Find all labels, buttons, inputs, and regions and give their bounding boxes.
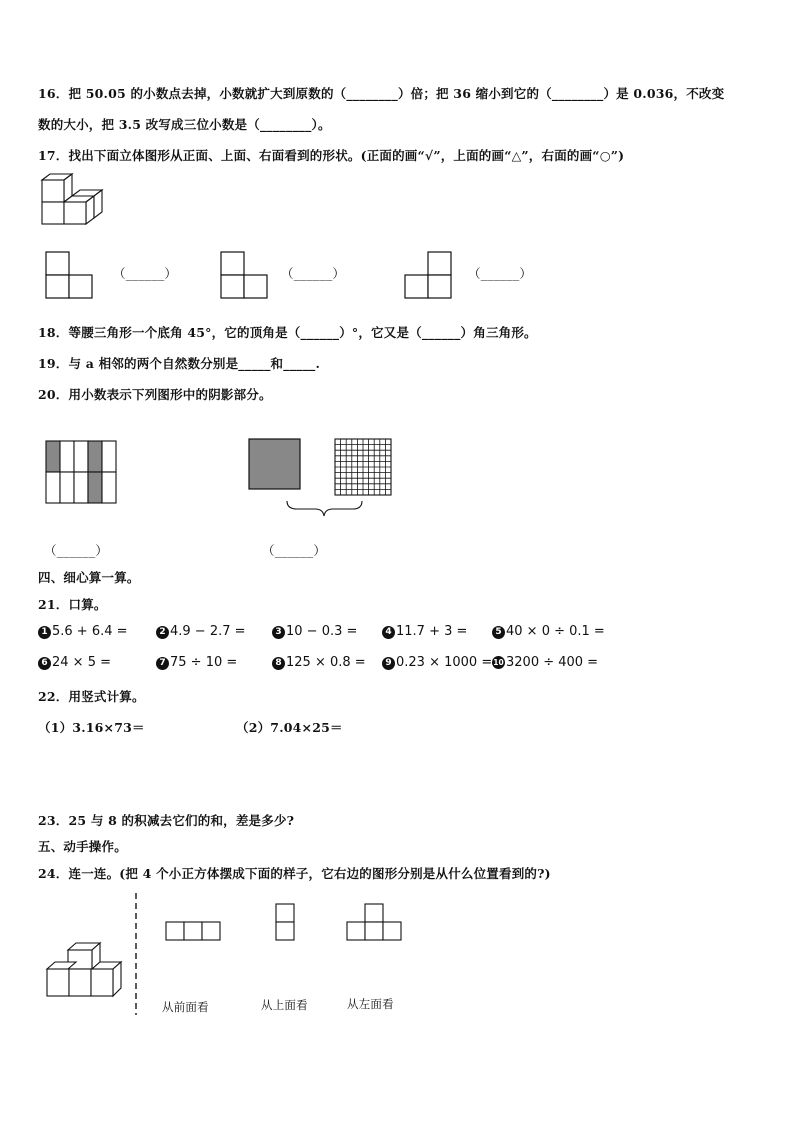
calc-expression: 24 × 5 =: [52, 655, 111, 670]
q18-question: 18．等腰三角形一个底角 45°，它的顶角是（______）°，它又是（______）角三角形。: [38, 325, 537, 340]
q23-question: 23．25 与 8 的积减去它们的和，差是多少?: [38, 813, 295, 828]
calc-expression: 0.23 × 1000 =: [396, 655, 493, 670]
q21-calc-item: [38, 624, 128, 639]
q24-3d-figure: [46, 940, 124, 1000]
q17-3d-figure: [40, 172, 110, 230]
q24-question: 24．连一连。(把 4 个小正方体摆成下面的样子，它右边的图形分别是从什么位置看到的?): [38, 866, 551, 881]
calc-expression: 5.6 + 6.4 =: [52, 624, 128, 639]
q17-blank-3[interactable]: （______）: [468, 266, 533, 281]
q21-calc-item: [382, 624, 467, 639]
q21-calc-item: [156, 624, 246, 639]
q16-line2: 数的大小，把 3.5 改写成三位小数是（________）。: [38, 117, 331, 132]
section-5-title: 五、动手操作。: [38, 839, 127, 854]
item-number-badge: 1: [38, 626, 51, 639]
q17-blank-2[interactable]: （______）: [281, 266, 346, 281]
q24-view-row-of-three: [165, 921, 221, 941]
calc-expression: 75 ÷ 10 =: [170, 655, 238, 670]
q21-calc-item: [492, 624, 605, 639]
section-4-title: 四、细心算一算。: [38, 570, 140, 585]
q22-part-1: （1）3.16×73＝: [38, 720, 145, 735]
calc-expression: 4.9 − 2.7 =: [170, 624, 246, 639]
q19-question: 19．与 a 相邻的两个自然数分别是_____和_____.: [38, 356, 321, 371]
q22-title: 22．用竖式计算。: [38, 689, 145, 704]
q21-calc-item: [272, 655, 366, 670]
q21-calc-item: [492, 655, 598, 670]
item-number-badge: 5: [492, 626, 505, 639]
calc-expression: 125 × 0.8 =: [286, 655, 366, 670]
calc-expression: 40 × 0 ÷ 0.1 =: [506, 624, 605, 639]
item-number-badge: 2: [156, 626, 169, 639]
q17-view-option-2: [220, 251, 268, 299]
item-number-badge: 6: [38, 657, 51, 670]
q17-blank-1[interactable]: （______）: [113, 266, 178, 281]
q24-view-t-shape: [346, 903, 402, 941]
q20-square-figure: [249, 439, 394, 519]
q20-blank-1[interactable]: （______）: [44, 543, 109, 558]
q20-blank-2[interactable]: （______）: [262, 543, 327, 558]
q21-calc-item: [38, 655, 111, 670]
item-number-badge: 4: [382, 626, 395, 639]
calc-expression: 3200 ÷ 400 =: [506, 655, 599, 670]
calc-expression: 11.7 + 3 =: [396, 624, 468, 639]
item-number-badge: 9: [382, 657, 395, 670]
q24-dashed-divider: [134, 893, 138, 1015]
q16-line1: 16．把 50.05 的小数点去掉，小数就扩大到原数的（________）倍；把 36 缩小到它的（________）是 0.036，不改变: [38, 86, 725, 101]
item-number-badge: 7: [156, 657, 169, 670]
item-number-badge: 10: [493, 658, 504, 667]
q21-calc-item: [156, 655, 237, 670]
q17-question: 17．找出下面立体图形从正面、上面、右面看到的形状。(正面的画“√”，上面的画“△”，右面的画“○”): [38, 148, 625, 163]
item-number-badge: 8: [272, 657, 285, 670]
q24-label-left[interactable]: 从左面看: [347, 997, 394, 1011]
q17-view-option-1: [45, 251, 93, 299]
q24-label-top[interactable]: 从上面看: [261, 998, 308, 1012]
item-number-badge: 3: [272, 626, 285, 639]
q20-question: 20．用小数表示下列图形中的阴影部分。: [38, 387, 272, 402]
q17-view-option-3: [404, 251, 452, 299]
q24-label-front[interactable]: 从前面看: [162, 1000, 209, 1014]
calc-expression: 10 − 0.3 =: [286, 624, 358, 639]
q21-calc-item: [382, 655, 492, 670]
q24-view-column-of-two: [275, 903, 295, 941]
q20-grid-figure: [46, 441, 118, 505]
q21-calc-item: [272, 624, 357, 639]
q21-title: 21．口算。: [38, 597, 107, 612]
q22-part-2: （2）7.04×25＝: [236, 720, 343, 735]
